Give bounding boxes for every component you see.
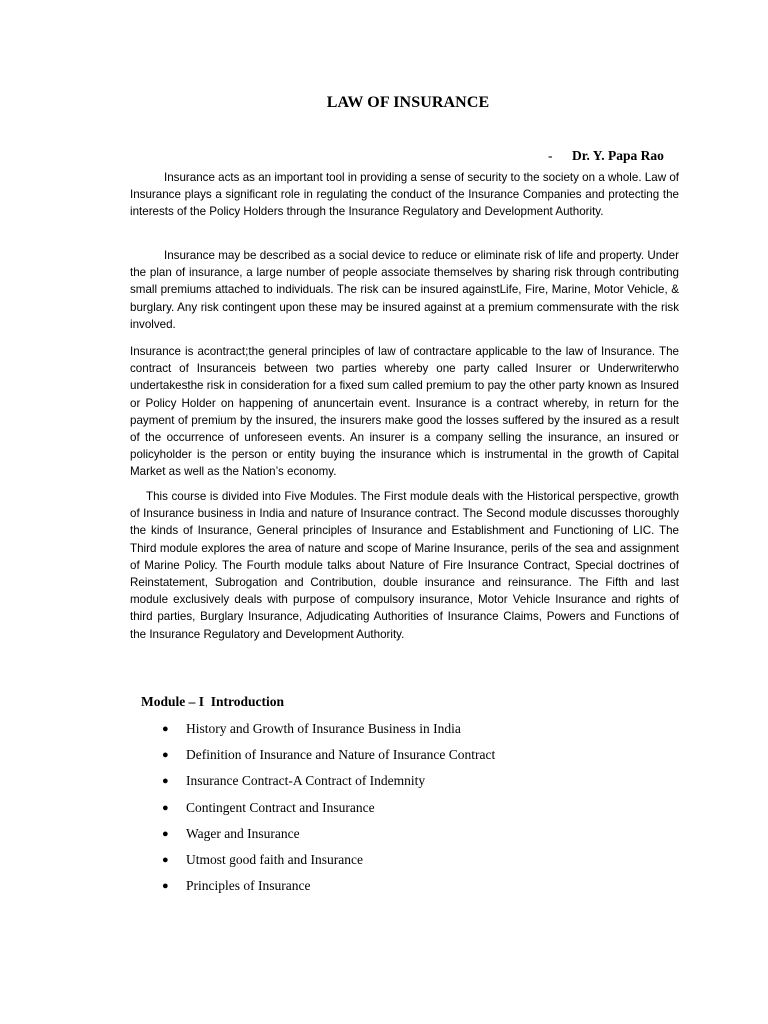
bullet-icon: ● — [162, 880, 169, 893]
paragraph-contract: Insurance is acontract;the general principles of law of contractare applicable to the law of Insurance. The contract of Insuranceis between two parties whereby one party called Insurer or Underwriterwho undertakesthe risk in consideration for a fixed sum called premium to pay the other party known as Insured or Policy Holder on happening of anuncertain event. Insurance is a contract whereby, in return for the payment of premium by the insured, the insurers make good the losses suffered by the insured as a result of the occurrence of unforeseen events. An insurer is a company selling the insurance, an insured or policyholder is the person or entity buying the insurance which is instrumental in the growth of Capital Market as well as the Nation’s economy. — [130, 345, 679, 479]
bullet-icon: ● — [162, 853, 169, 866]
bullet-icon: ● — [162, 723, 169, 735]
list-item-text: Insurance Contract-A Contract of Indemnity — [186, 773, 426, 789]
list-item-text: Contingent Contract and Insurance — [186, 799, 375, 815]
bullet-icon: ● — [162, 749, 169, 762]
list-item-text: History and Growth of Insurance Business in India — [186, 721, 461, 736]
author-name: Dr. Y. Papa Rao — [572, 148, 664, 163]
paragraph-definition: Insurance may be described as a social device to reduce or eliminate risk of life and property. Under the plan of insurance, a large number of people associate themselves by sharing risk through contributing small premiums attached to individuals. The risk can be insured againstLife, Fire, Marine, Motor Vehicle, & burglary. Any risk contingent upon these may be insured against at a premium commensurate with the risk involved. — [130, 249, 679, 331]
list-item-text: Principles of Insurance — [186, 878, 311, 894]
list-item-text: Utmost good faith and Insurance — [186, 851, 363, 867]
author-line — [548, 148, 664, 164]
paragraph-intro: Insurance acts as an important tool in providing a sense of security to the society on a whole. Law of Insurance plays a significant role in regulating the conduct of the Insurance Companies and protecting the interests of the Policy Holders through the Insurance Regulatory and Development Authority. — [130, 171, 679, 219]
bullet-icon: ● — [162, 801, 169, 814]
bullet-icon: ● — [162, 775, 169, 788]
paragraph-course-overview: This course is divided into Five Modules. The First module deals with the Historical perspective, growth of Insurance business in India and nature of Insurance contract. The Second module discusses thoroughly the kinds of Insurance, General principles of Insurance and Establishment and Functioning of LIC. The Third module explores the area of nature and scope of Marine Insurance, perils of the sea and assignment of Marine Policy. The Fourth module talks about Nature of Fire Insurance Contract, Special doctrines of Reinstatement, Subrogation and Contribution, double insurance and reinsurance. The Fifth and last module exclusively deals with purpose of compulsory insurance, Motor Vehicle Insurance and rights of third parties, Burglary Insurance, Adjudicating Authorities of Insurance Claims, Powers and Functions of the Insurance Regulatory and Development Authority. — [130, 490, 679, 641]
list-item-text: Wager and Insurance — [186, 825, 300, 841]
document-title: LAW OF INSURANCE — [326, 94, 490, 111]
module-heading: Module – I Introduction — [141, 694, 285, 709]
bullet-icon: ● — [162, 827, 169, 840]
author-dash: - — [548, 148, 553, 163]
list-item-text: Definition of Insurance and Nature of Insurance Contract — [186, 747, 496, 763]
